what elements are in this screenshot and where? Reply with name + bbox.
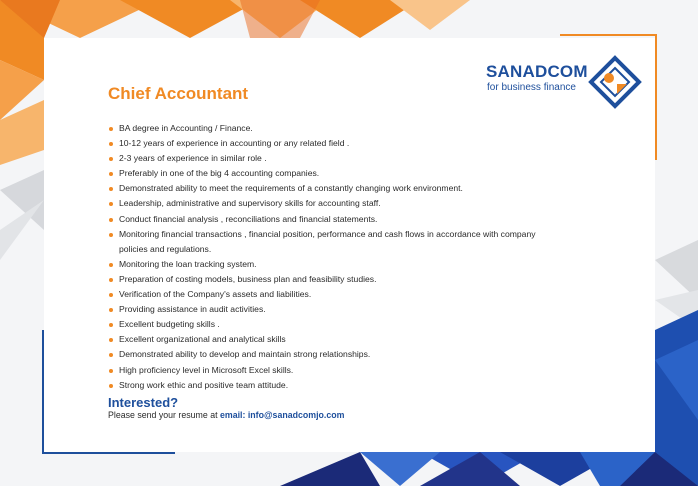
email-link[interactable]: email: info@sanadcomjo.com — [219, 410, 345, 420]
list-item: Verification of the Company's assets and liabilities. — [108, 287, 548, 302]
list-item: Demonstrated ability to develop and maintain strong relationships. — [108, 347, 548, 362]
contact-text: Please send your resume at — [108, 410, 220, 420]
list-item: Strong work ethic and positive team attitude. — [108, 378, 548, 393]
list-item: Demonstrated ability to meet the requirements of a constantly changing work environment. — [108, 181, 548, 196]
list-item: Providing assistance in audit activities. — [108, 302, 548, 317]
list-item: Conduct financial analysis , reconciliations and financial statements. — [108, 212, 548, 227]
interested-heading: Interested? — [108, 395, 179, 410]
job-title: Chief Accountant — [108, 84, 249, 103]
list-item: Excellent organizational and analytical skills — [108, 332, 548, 347]
logo-tagline: for business finance — [487, 82, 576, 93]
list-item: Monitoring the loan tracking system. — [108, 257, 548, 272]
diamond-logo-icon — [587, 54, 643, 110]
list-item: Leadership, administrative and supervisory skills for accounting staff. — [108, 196, 548, 211]
list-item: BA degree in Accounting / Finance. — [108, 121, 548, 136]
contact-line — [108, 410, 344, 420]
list-item: Excellent budgeting skills . — [108, 317, 548, 332]
job-card — [44, 38, 655, 452]
company-logo — [486, 54, 646, 114]
list-item: 10-12 years of experience in accounting or any related field . — [108, 136, 548, 151]
list-item: Preferably in one of the big 4 accounting companies. — [108, 166, 548, 181]
list-item: Monitoring financial transactions , financial position, performance and cash flows in accordance with company policies and regulations. — [108, 227, 548, 257]
logo-name: SANADCOM — [486, 62, 588, 81]
list-item: High proficiency level in Microsoft Excel skills. — [108, 363, 548, 378]
list-item: Preparation of costing models, business plan and feasibility studies. — [108, 272, 548, 287]
requirements-list — [108, 121, 548, 393]
list-item: 2-3 years of experience in similar role . — [108, 151, 548, 166]
